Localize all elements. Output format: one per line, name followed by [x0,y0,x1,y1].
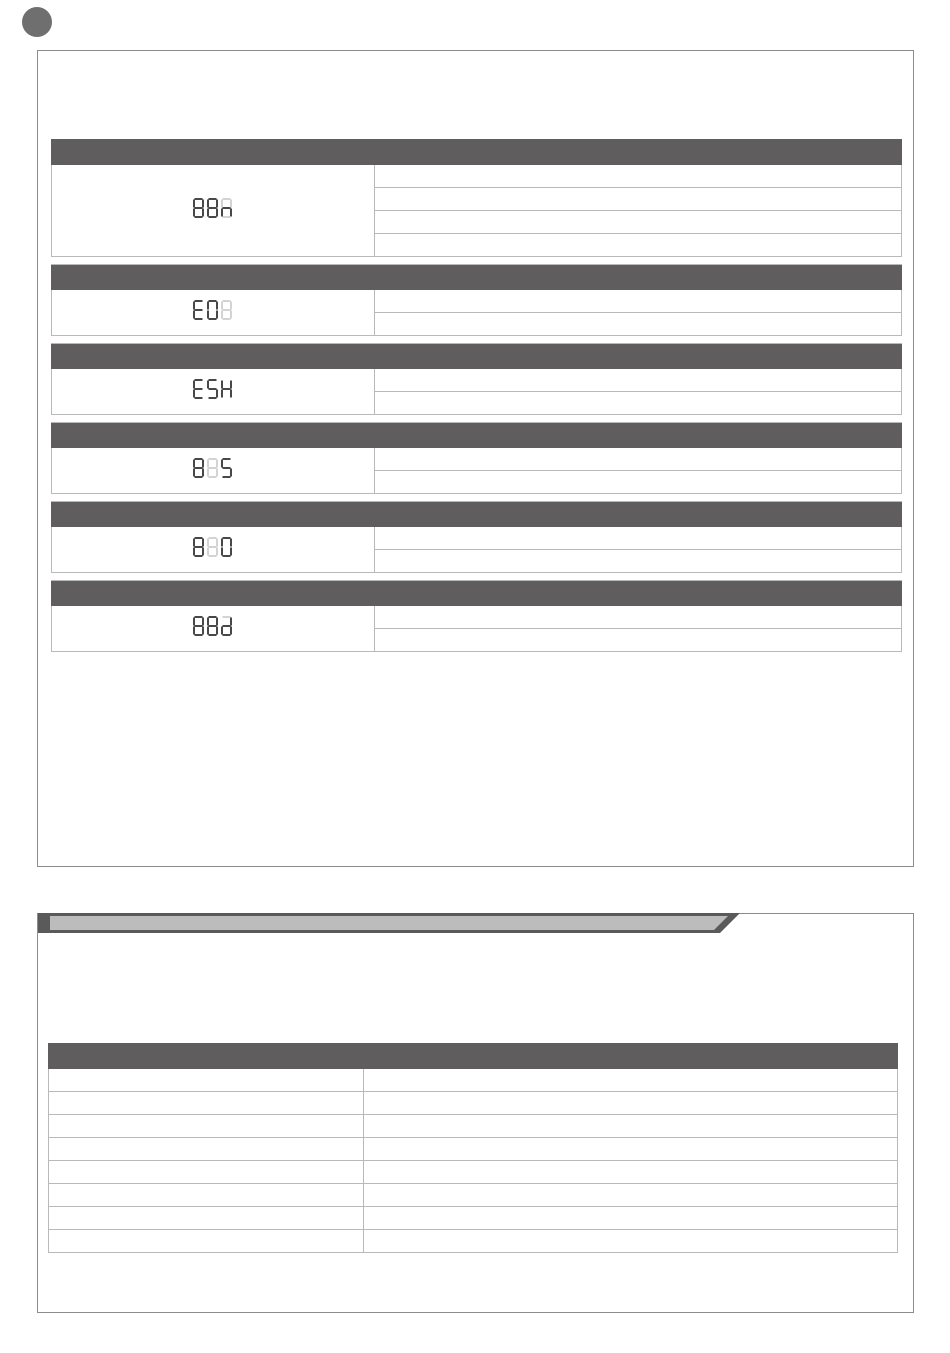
function-cell [49,1184,364,1207]
error-group-header [52,581,902,606]
seven-segment-display-icon [193,458,233,479]
function-description-cell [364,1138,898,1161]
error-row [52,369,902,392]
description-cell [375,527,902,550]
error-row [52,290,902,313]
error-group-header [52,423,902,448]
display-code-cell [52,165,375,257]
section-header-bar [38,913,740,933]
segment-digit [207,537,219,558]
segment-digit [193,379,205,400]
segment-digit [207,198,219,219]
description-cell [375,606,902,629]
function-description-cell [364,1161,898,1184]
description-header-cell [364,1044,898,1069]
error-row [52,606,902,629]
group-spacer [52,494,902,502]
function-cell [49,1069,364,1092]
error-group-header [52,344,902,369]
seven-segment-display-icon [193,616,233,637]
display-code-cell [52,369,375,415]
description-cell [375,471,902,494]
error-codes-table [51,139,902,652]
segment-digit [193,198,205,219]
function-description-cell [364,1230,898,1253]
description-cell [375,392,902,415]
function-description-cell [364,1207,898,1230]
function-cell [49,1115,364,1138]
segment-digit [221,300,233,321]
error-row [52,165,902,188]
group-spacer [52,336,902,344]
function-row [49,1069,898,1092]
function-description-cell [364,1092,898,1115]
description-cell [375,234,902,257]
seven-segment-display-icon [193,379,233,400]
function-header-cell [49,1044,364,1069]
function-cell [49,1230,364,1253]
functions-table [48,1043,898,1253]
group-spacer [52,257,902,265]
function-description-cell [364,1069,898,1092]
seven-segment-display-icon [193,198,233,219]
function-row [49,1207,898,1230]
segment-digit [221,537,233,558]
function-cell [49,1138,364,1161]
error-group-header [52,140,902,165]
description-cell [375,165,902,188]
description-cell [375,211,902,234]
function-row [49,1115,898,1138]
segment-digit [193,537,205,558]
group-spacer [52,415,902,423]
functions-header-row [49,1044,898,1069]
segment-digit [207,616,219,637]
description-cell [375,290,902,313]
display-code-cell [52,606,375,652]
function-row [49,1230,898,1253]
function-cell [49,1092,364,1115]
function-row [49,1184,898,1207]
description-cell [375,448,902,471]
error-row [52,448,902,471]
display-code-cell [52,448,375,494]
description-cell [375,369,902,392]
description-cell [375,313,902,336]
display-code-cell [52,527,375,573]
description-cell [375,629,902,652]
page-marker-circle [22,7,52,37]
segment-digit [207,458,219,479]
segment-digit [221,379,233,400]
seven-segment-display-icon [193,300,233,321]
function-row [49,1092,898,1115]
function-row [49,1161,898,1184]
segment-digit [193,300,205,321]
description-cell [375,188,902,211]
segment-digit [193,458,205,479]
function-description-cell [364,1115,898,1138]
segment-digit [193,616,205,637]
function-description-cell [364,1184,898,1207]
segment-digit [221,198,233,219]
segment-digit [221,616,233,637]
display-code-cell [52,290,375,336]
segment-digit [207,300,219,321]
segment-digit [207,379,219,400]
error-group-header [52,265,902,290]
error-row [52,527,902,550]
segment-digit [221,458,233,479]
description-cell [375,550,902,573]
seven-segment-display-icon [193,537,233,558]
function-row [49,1138,898,1161]
function-cell [49,1161,364,1184]
group-spacer [52,573,902,581]
error-group-header [52,502,902,527]
function-cell [49,1207,364,1230]
